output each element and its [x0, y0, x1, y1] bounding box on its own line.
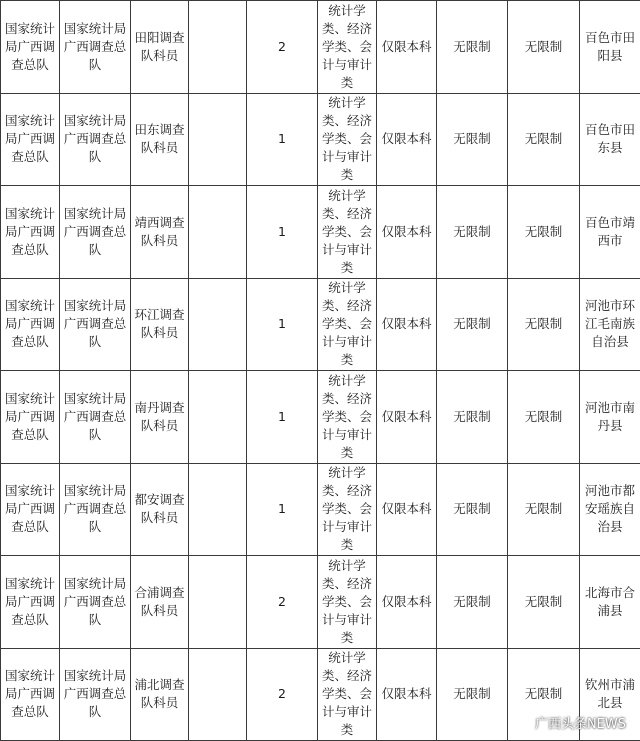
blank-cell	[189, 648, 247, 741]
position-cell: 南丹调查队科员	[131, 371, 189, 464]
major-cell: 统计学类、经济学类、会计与审计类	[318, 556, 377, 649]
headcount-cell: 2	[247, 1, 318, 94]
blank-cell	[189, 1, 247, 94]
location-cell: 百色市靖西市	[580, 186, 640, 279]
degree-cell: 无限制	[437, 371, 508, 464]
position-cell: 都安调查队科员	[131, 463, 189, 556]
agency-cell: 国家统计局广西调查总队	[60, 371, 131, 464]
degree-cell: 无限制	[437, 1, 508, 94]
headcount-cell: 1	[247, 93, 318, 186]
table-body	[1, 1, 640, 741]
headcount-cell: 2	[247, 648, 318, 741]
experience-cell: 无限制	[508, 463, 580, 556]
degree-cell: 无限制	[437, 648, 508, 741]
department-cell: 国家统计局广西调查总队	[1, 556, 60, 649]
education-cell: 仅限本科	[377, 648, 437, 741]
agency-cell: 国家统计局广西调查总队	[60, 278, 131, 371]
degree-cell: 无限制	[437, 186, 508, 279]
location-cell: 河池市环江毛南族自治县	[580, 278, 640, 371]
agency-cell: 国家统计局广西调查总队	[60, 93, 131, 186]
wechat-icon	[515, 716, 531, 730]
blank-cell	[189, 186, 247, 279]
agency-cell: 国家统计局广西调查总队	[60, 463, 131, 556]
education-cell: 仅限本科	[377, 93, 437, 186]
department-cell: 国家统计局广西调查总队	[1, 186, 60, 279]
table-row	[1, 556, 640, 649]
blank-cell	[189, 278, 247, 371]
education-cell: 仅限本科	[377, 186, 437, 279]
experience-cell: 无限制	[508, 1, 580, 94]
blank-cell	[189, 463, 247, 556]
major-cell: 统计学类、经济学类、会计与审计类	[318, 93, 377, 186]
education-cell: 仅限本科	[377, 1, 437, 94]
experience-cell: 无限制	[508, 278, 580, 371]
location-cell: 百色市田东县	[580, 93, 640, 186]
department-cell: 国家统计局广西调查总队	[1, 648, 60, 741]
position-cell: 靖西调查队科员	[131, 186, 189, 279]
headcount-cell: 1	[247, 371, 318, 464]
major-cell: 统计学类、经济学类、会计与审计类	[318, 186, 377, 279]
agency-cell: 国家统计局广西调查总队	[60, 648, 131, 741]
blank-cell	[189, 371, 247, 464]
location-cell: 钦州市浦北县	[580, 648, 640, 741]
department-cell: 国家统计局广西调查总队	[1, 463, 60, 556]
table-row	[1, 1, 640, 94]
agency-cell: 国家统计局广西调查总队	[60, 1, 131, 94]
major-cell: 统计学类、经济学类、会计与审计类	[318, 463, 377, 556]
major-cell: 统计学类、经济学类、会计与审计类	[318, 278, 377, 371]
experience-cell: 无限制	[508, 93, 580, 186]
department-cell: 国家统计局广西调查总队	[1, 1, 60, 94]
education-cell: 仅限本科	[377, 278, 437, 371]
watermark	[515, 713, 626, 732]
table-row	[1, 371, 640, 464]
headcount-cell: 1	[247, 186, 318, 279]
table-row	[1, 463, 640, 556]
degree-cell: 无限制	[437, 556, 508, 649]
headcount-cell: 1	[247, 278, 318, 371]
education-cell: 仅限本科	[377, 463, 437, 556]
experience-cell: 无限制	[508, 186, 580, 279]
location-cell: 百色市田阳县	[580, 1, 640, 94]
location-cell: 河池市南丹县	[580, 371, 640, 464]
table-row	[1, 93, 640, 186]
position-cell: 环江调查队科员	[131, 278, 189, 371]
blank-cell	[189, 556, 247, 649]
headcount-cell: 1	[247, 463, 318, 556]
blank-cell	[189, 93, 247, 186]
major-cell: 统计学类、经济学类、会计与审计类	[318, 1, 377, 94]
agency-cell: 国家统计局广西调查总队	[60, 186, 131, 279]
position-cell: 田阳调查队科员	[131, 1, 189, 94]
experience-cell: 无限制	[508, 648, 580, 741]
department-cell: 国家统计局广西调查总队	[1, 278, 60, 371]
department-cell: 国家统计局广西调查总队	[1, 371, 60, 464]
major-cell: 统计学类、经济学类、会计与审计类	[318, 371, 377, 464]
education-cell: 仅限本科	[377, 556, 437, 649]
education-cell: 仅限本科	[377, 371, 437, 464]
degree-cell: 无限制	[437, 278, 508, 371]
experience-cell: 无限制	[508, 371, 580, 464]
position-cell: 合浦调查队科员	[131, 556, 189, 649]
watermark-text: 广西头条NEWS	[534, 717, 626, 732]
location-cell: 北海市合浦县	[580, 556, 640, 649]
experience-cell: 无限制	[508, 556, 580, 649]
headcount-cell: 2	[247, 556, 318, 649]
major-cell: 统计学类、经济学类、会计与审计类	[318, 648, 377, 741]
degree-cell: 无限制	[437, 463, 508, 556]
degree-cell: 无限制	[437, 93, 508, 186]
department-cell: 国家统计局广西调查总队	[1, 93, 60, 186]
position-cell: 田东调查队科员	[131, 93, 189, 186]
table-row	[1, 278, 640, 371]
table-row	[1, 186, 640, 279]
agency-cell: 国家统计局广西调查总队	[60, 556, 131, 649]
position-cell: 浦北调查队科员	[131, 648, 189, 741]
location-cell: 河池市都安瑶族自治县	[580, 463, 640, 556]
